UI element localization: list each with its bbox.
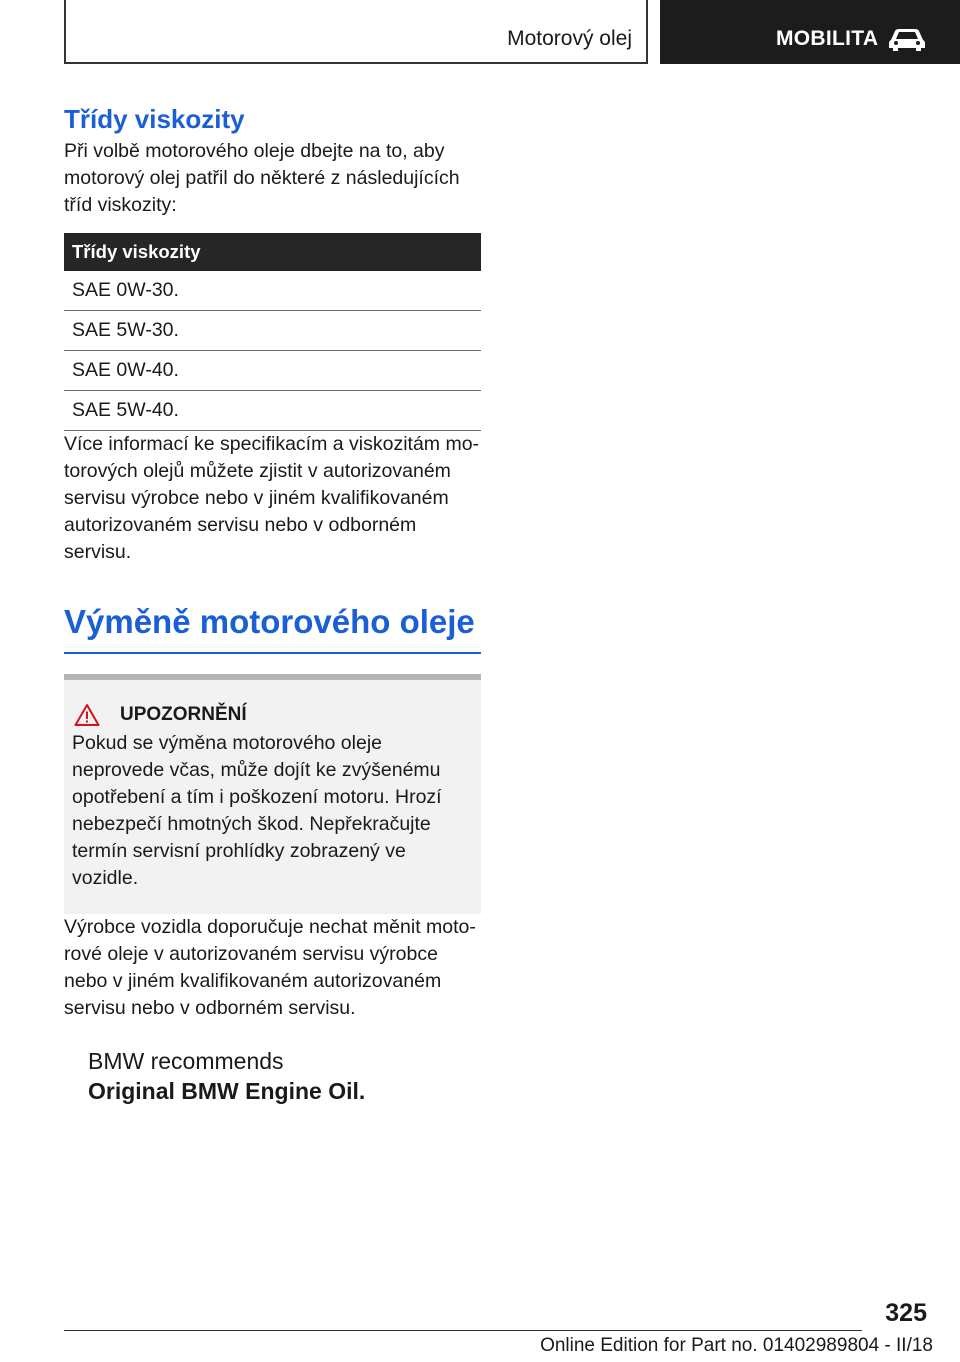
viscosity-table-header: Třídy viskozity (64, 233, 481, 271)
table-row (64, 311, 481, 351)
advert-line-1: BMW recommends (88, 1048, 284, 1074)
header-section-box (64, 0, 648, 64)
table-row (64, 271, 481, 311)
header-section-title: Motorový olej (507, 27, 632, 50)
header-chapter-title: MOBILITA (776, 27, 879, 50)
advert-line-2: Original BMW Engine Oil. (88, 1078, 366, 1104)
header-chapter-box (660, 0, 960, 64)
warning-triangle-icon (74, 703, 100, 727)
table-cell: SAE 5W-40. (64, 391, 481, 431)
warning-header (72, 700, 473, 730)
table-cell: SAE 0W-30. (64, 271, 481, 311)
footer-edition: Online Edition for Part no. 01402989804 - II/18 (540, 1335, 933, 1356)
viscosity-heading: Třídy viskozity (64, 104, 245, 134)
table-cell: SAE 0W-40. (64, 351, 481, 391)
viscosity-more-info: Více informací ke specifikacím a viskozitám motorových olejů můžete zjistit v autorizovaném servisu výrobce nebo v jiném kvalifikovaném autorizovaném servisu nebo v odborném servisu. (64, 433, 480, 563)
car-icon (888, 26, 926, 52)
table-row (64, 391, 481, 431)
main-content (64, 100, 481, 1022)
viscosity-intro: Při volbě motorového oleje dbejte na to, aby motorový olej patřil do některé z následujících tříd viskozity: (64, 140, 460, 216)
warning-title: UPOZORNĚNÍ (120, 704, 247, 725)
warning-text: Pokud se výměna motorového oleje neprovede včas, může dojít ke zvýšenému opotřebení a tím i poškození motoru. Hrozí nebezpečí hmotných škod. Nepřekračujte termín servisní prohlídky zobrazený ve vozidle. (72, 732, 442, 889)
oil-change-recommendation: Výrobce vozidla doporučuje nechat měnit motorové oleje v autorizovaném servisu výrobce nebo v jiném kvalifikovaném autorizovaném servisu nebo v odborném servisu. (64, 916, 476, 1019)
viscosity-table (64, 233, 481, 431)
table-cell: SAE 5W-30. (64, 311, 481, 351)
page-number: 325 (885, 1299, 927, 1327)
oil-change-heading: Výměně motorového oleje (64, 600, 481, 654)
warning-box (64, 674, 481, 914)
table-row (64, 351, 481, 391)
footer-divider (64, 1330, 862, 1331)
bmw-oil-advert (88, 1046, 365, 1106)
